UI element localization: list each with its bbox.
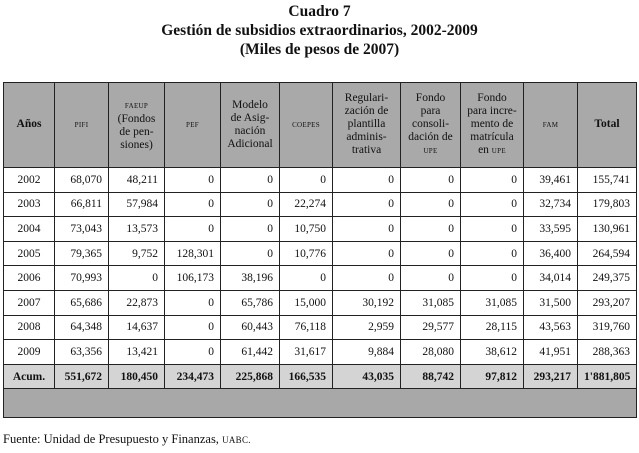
table-cell: 10,776: [280, 241, 333, 266]
table-cell: 249,375: [578, 266, 637, 291]
table-cell: 14,637: [109, 315, 165, 340]
header-label: Años: [16, 118, 42, 130]
table-cell: 36,400: [524, 241, 578, 266]
row-label: 2003: [4, 192, 55, 217]
column-header: [165, 83, 221, 168]
table-cell: 288,363: [578, 340, 637, 365]
table-cell: 179,803: [578, 192, 637, 217]
table-cell: 234,473: [165, 364, 221, 389]
table-cell: 293,207: [578, 290, 637, 315]
table-cell: 64,348: [55, 315, 109, 340]
source-text: Fuente: Unidad de Presupuesto y Finanzas,: [3, 432, 223, 446]
table-cell: 39,461: [524, 168, 578, 193]
table-cell: 106,173: [165, 266, 221, 291]
footer-band: [4, 389, 637, 418]
table-cell: 0: [165, 192, 221, 217]
table-cell: 28,115: [461, 315, 524, 340]
table-cell: 0: [401, 217, 461, 242]
table-cell: 0: [165, 217, 221, 242]
table-cell: 155,741: [578, 168, 637, 193]
table-row: [4, 266, 637, 291]
table-cell: 34,014: [524, 266, 578, 291]
header-label: Fondo para consoli-dación de: [408, 92, 453, 143]
row-label: 2008: [4, 315, 55, 340]
table-cell: 31,617: [280, 340, 333, 365]
column-header: [461, 83, 524, 168]
table-cell: 13,421: [109, 340, 165, 365]
table-cell: 130,961: [578, 217, 637, 242]
table-cell: 0: [333, 266, 401, 291]
table-cell: 0: [401, 168, 461, 193]
subsidies-table: [3, 82, 637, 418]
table-cell: 0: [461, 241, 524, 266]
table-cell: 128,301: [165, 241, 221, 266]
header-abbrev: UPE: [423, 147, 438, 155]
table-cell: 9,752: [109, 241, 165, 266]
table-cell: 68,070: [55, 168, 109, 193]
table-row: [4, 315, 637, 340]
table-cell: 41,951: [524, 340, 578, 365]
table-row: [4, 290, 637, 315]
table-cell: 79,365: [55, 241, 109, 266]
row-label: 2002: [4, 168, 55, 193]
header-label: (Fondos de pen-siones): [117, 112, 156, 151]
column-header: [4, 83, 55, 168]
table-cell: 30,192: [333, 290, 401, 315]
header-label: Total: [594, 118, 620, 130]
header-abbrev: COEPES: [292, 121, 320, 129]
table-cell: 31,500: [524, 290, 578, 315]
column-header: [524, 83, 578, 168]
header-label: Modelo de Asig-nación Adicional: [227, 98, 273, 150]
table-cell: 0: [109, 266, 165, 291]
column-header: [578, 83, 637, 168]
table-cell: 60,443: [221, 315, 280, 340]
header-abbrev: PIFI: [74, 121, 89, 129]
table-cell: 29,577: [401, 315, 461, 340]
header-row: [4, 83, 637, 168]
source-abbrev: UABC.: [222, 435, 251, 445]
table-cell: 73,043: [55, 217, 109, 242]
table-cell: 0: [401, 192, 461, 217]
table-cell: 97,812: [461, 364, 524, 389]
header-abbrev: FAM: [542, 121, 559, 129]
table-cell: 32,734: [524, 192, 578, 217]
table-cell: 0: [461, 217, 524, 242]
table-cell: 0: [401, 266, 461, 291]
table-row: [4, 217, 637, 242]
table-cell: 0: [221, 217, 280, 242]
table-cell: 65,686: [55, 290, 109, 315]
header-abbrev: FAEUP: [124, 101, 149, 110]
table-cell: 0: [333, 192, 401, 217]
table-cell: 0: [280, 168, 333, 193]
column-header: [280, 83, 333, 168]
total-row: [4, 364, 637, 389]
table-cell: 0: [165, 340, 221, 365]
table-cell: 9,884: [333, 340, 401, 365]
table-cell: 225,868: [221, 364, 280, 389]
table-cell: 293,217: [524, 364, 578, 389]
table-cell: 166,535: [280, 364, 333, 389]
table-cell: 38,612: [461, 340, 524, 365]
table-cell: 63,356: [55, 340, 109, 365]
table-cell: 0: [221, 241, 280, 266]
table-cell: 0: [165, 290, 221, 315]
table-cell: 65,786: [221, 290, 280, 315]
table-row: [4, 192, 637, 217]
row-label: 2007: [4, 290, 55, 315]
table-cell: 0: [333, 168, 401, 193]
table-cell: 0: [401, 241, 461, 266]
table-cell: 13,573: [109, 217, 165, 242]
row-label: 2006: [4, 266, 55, 291]
table-cell: 38,196: [221, 266, 280, 291]
table-cell: 28,080: [401, 340, 461, 365]
table-caption: [0, 2, 639, 59]
column-header: [333, 83, 401, 168]
table-cell: 0: [221, 192, 280, 217]
row-label: Acum.: [4, 364, 55, 389]
caption-number: Cuadro 7: [288, 3, 351, 20]
table-cell: 0: [280, 266, 333, 291]
footer-band-cell: [4, 389, 637, 418]
table-row: [4, 241, 637, 266]
table-row: [4, 340, 637, 365]
table-cell: 0: [333, 241, 401, 266]
table-cell: 0: [333, 217, 401, 242]
table-row: [4, 168, 637, 193]
table-cell: 264,594: [578, 241, 637, 266]
caption-title: Gestión de subsidios extraordinarios, 2002-2009: [161, 22, 478, 39]
table-cell: 33,595: [524, 217, 578, 242]
source-note: [3, 432, 251, 447]
table-cell: 1'881,805: [578, 364, 637, 389]
table-cell: 0: [221, 168, 280, 193]
table-cell: 61,442: [221, 340, 280, 365]
row-label: 2004: [4, 217, 55, 242]
table-cell: 43,563: [524, 315, 578, 340]
header-abbrev: PEF: [186, 121, 199, 129]
table-cell: 70,993: [55, 266, 109, 291]
table-cell: 31,085: [461, 290, 524, 315]
table-cell: 43,035: [333, 364, 401, 389]
table-cell: 0: [461, 168, 524, 193]
table-cell: 10,750: [280, 217, 333, 242]
table-cell: 48,211: [109, 168, 165, 193]
table-cell: 180,450: [109, 364, 165, 389]
table-cell: 76,118: [280, 315, 333, 340]
table-cell: 66,811: [55, 192, 109, 217]
table-cell: 57,984: [109, 192, 165, 217]
table-cell: 2,959: [333, 315, 401, 340]
header-abbrev: UPE: [491, 147, 506, 155]
table-cell: 0: [461, 192, 524, 217]
row-label: 2009: [4, 340, 55, 365]
table-cell: 22,274: [280, 192, 333, 217]
header-label: Regulari-zación de plantilla adminis-trativa: [344, 92, 389, 156]
table-cell: 22,873: [109, 290, 165, 315]
table-cell: 88,742: [401, 364, 461, 389]
row-label: 2005: [4, 241, 55, 266]
table-cell: 551,672: [55, 364, 109, 389]
column-header: [401, 83, 461, 168]
table-cell: 319,760: [578, 315, 637, 340]
table-cell: 0: [165, 315, 221, 340]
header-label: Fondo para incre-mento de matrícula en: [467, 92, 517, 156]
table-cell: 0: [165, 168, 221, 193]
column-header: [221, 83, 280, 168]
table-cell: 0: [461, 266, 524, 291]
table-cell: 31,085: [401, 290, 461, 315]
column-header: [109, 83, 165, 168]
column-header: [55, 83, 109, 168]
caption-units: (Miles de pesos de 2007): [239, 41, 400, 58]
table-cell: 15,000: [280, 290, 333, 315]
